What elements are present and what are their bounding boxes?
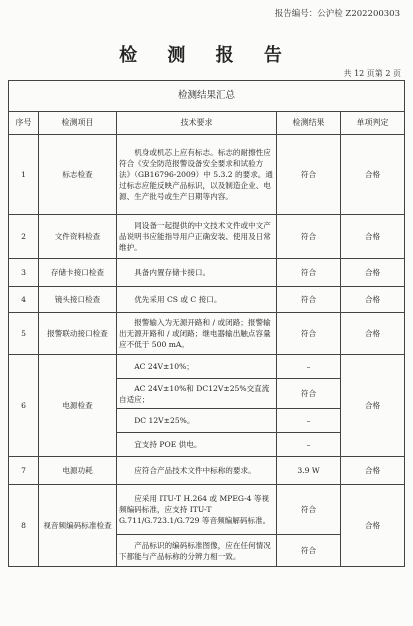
row-item: 存储卡接口检查	[39, 259, 117, 287]
row-result: 3.9 W	[277, 457, 341, 485]
row-number: 8	[9, 485, 39, 567]
row-requirement: AC 24V±10%和 DC12V±25%交直流自适应；	[117, 379, 277, 409]
row-number: 1	[9, 135, 39, 215]
row-requirement: 应符合产品技术文件中标称的要求。	[117, 457, 277, 485]
document-title: 检 测 报 告	[119, 45, 294, 66]
row-requirement: 机身或机芯上应有标志。标志的耐擦性应符合《安全防范报警设备安全要求和试验方法》（GB16796-2009）中 5.3.2 的要求。通过标志应能反映产品标识，以及制造企业、电源、生产批号或生产日期等内容。	[117, 135, 277, 215]
table-row	[9, 287, 405, 313]
row-verdict: 合格	[341, 287, 405, 313]
row-item: 视音频编码标准检查	[39, 485, 117, 567]
results-table	[8, 80, 405, 567]
row-number: 7	[9, 457, 39, 485]
column-header: 序号	[9, 112, 39, 135]
row-item: 文件资料检查	[39, 215, 117, 259]
row-verdict: 合格	[341, 457, 405, 485]
row-number: 5	[9, 313, 39, 355]
row-result: –	[277, 433, 341, 457]
section-title: 检测结果汇总	[9, 81, 405, 112]
table-row	[9, 485, 405, 535]
row-result: 符合	[277, 215, 341, 259]
row-verdict: 合格	[341, 215, 405, 259]
page-info: 共 12 页第 2 页	[343, 69, 401, 78]
row-requirement: 报警输入为无源开路和 / 或闭路；报警输出无源开路和 / 或闭路；继电器输出触点容量应不低于 500 mA。	[117, 313, 277, 355]
row-requirement: 优先采用 CS 或 C 接口。	[117, 287, 277, 313]
column-header: 单项判定	[341, 112, 405, 135]
report-number: 报告编号：公沪检 Z202200303	[274, 9, 400, 19]
table-row	[9, 313, 405, 355]
row-result: 符合	[277, 535, 341, 567]
row-item: 报警联动接口检查	[39, 313, 117, 355]
table-row	[9, 259, 405, 287]
row-item: 标志检查	[39, 135, 117, 215]
row-result: 符合	[277, 135, 341, 215]
column-header: 检测项目	[39, 112, 117, 135]
table-row	[9, 135, 405, 215]
row-verdict: 合格	[341, 355, 405, 457]
row-verdict: 合格	[341, 259, 405, 287]
row-requirement: 同设备一起提供的中文技术文件或中文产品说明书应能指导用户正确安装、使用及日常维护。	[117, 215, 277, 259]
row-verdict: 合格	[341, 135, 405, 215]
column-header: 技术要求	[117, 112, 277, 135]
row-number: 6	[9, 355, 39, 457]
row-result: –	[277, 409, 341, 433]
row-item: 电源检查	[39, 355, 117, 457]
row-requirement: 应采用 ITU-T H.264 或 MPEG-4 等视频编码标准，应支持 ITU-T G.711/G.723.1/G.729 等音频编解码标准。	[117, 485, 277, 535]
row-result: 符合	[277, 287, 341, 313]
row-requirement: 宜支持 POE 供电。	[117, 433, 277, 457]
row-number: 2	[9, 215, 39, 259]
row-requirement: DC 12V±25%。	[117, 409, 277, 433]
row-result: 符合	[277, 379, 341, 409]
table-row	[9, 457, 405, 485]
row-requirement: AC 24V±10%；	[117, 355, 277, 379]
row-number: 4	[9, 287, 39, 313]
table-row	[9, 215, 405, 259]
row-requirement: 具备内置存储卡接口。	[117, 259, 277, 287]
row-verdict: 合格	[341, 313, 405, 355]
row-item: 电源功耗	[39, 457, 117, 485]
row-requirement: 产品标识的编码标准图像，应在任何情况下都能与产品标称的分辨力相一致。	[117, 535, 277, 567]
column-header: 检测结果	[277, 112, 341, 135]
row-result: –	[277, 355, 341, 379]
row-number: 3	[9, 259, 39, 287]
table-header	[9, 112, 405, 135]
row-item: 镜头接口检查	[39, 287, 117, 313]
row-verdict: 合格	[341, 485, 405, 567]
table-row	[9, 355, 405, 379]
row-result: 符合	[277, 313, 341, 355]
row-result: 符合	[277, 485, 341, 535]
row-result: 符合	[277, 259, 341, 287]
